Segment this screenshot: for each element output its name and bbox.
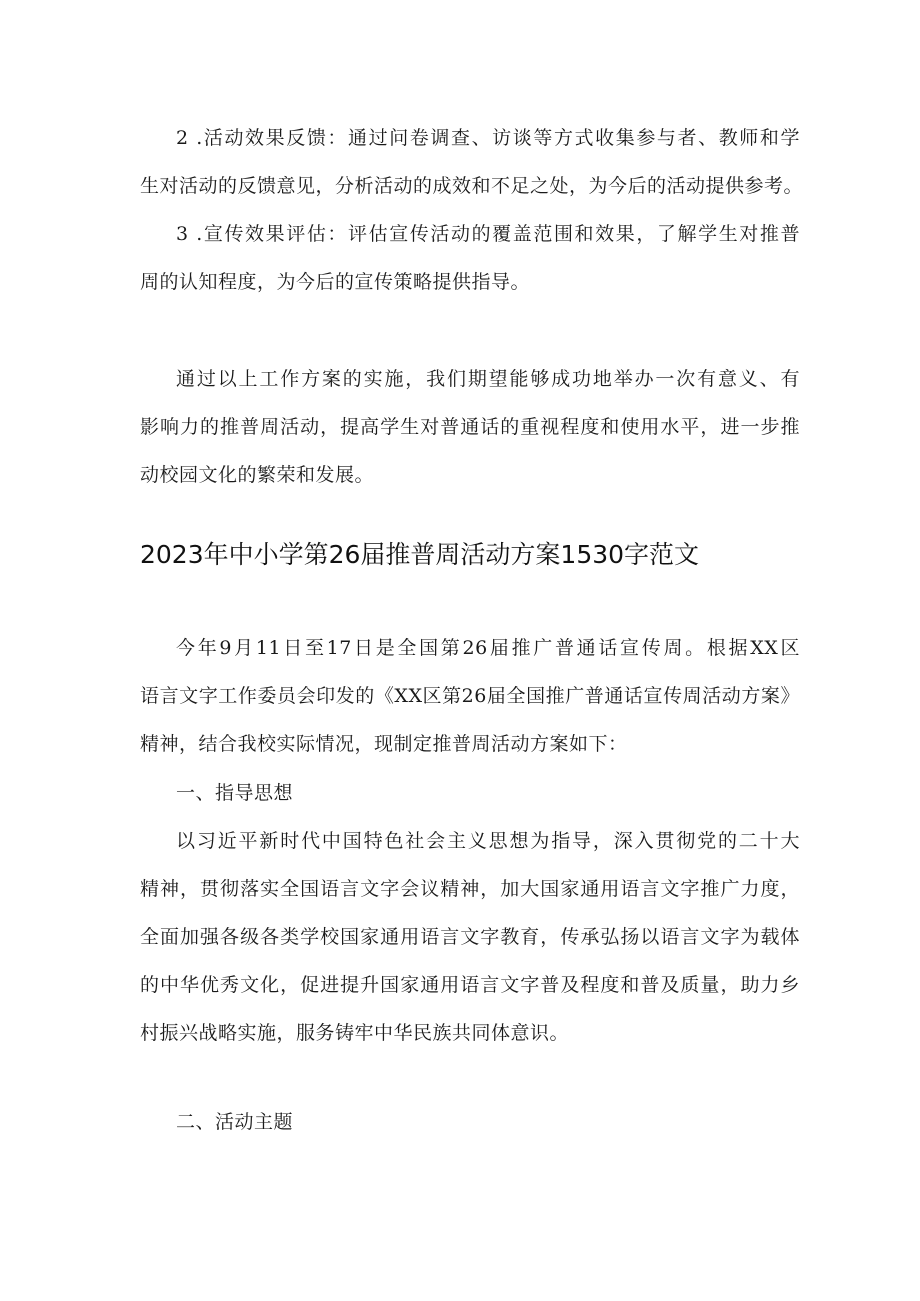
- intro-line-3: 精神，结合我校实际情况，现制定推普周活动方案如下：: [140, 733, 628, 755]
- conclusion-line-1: 通过以上工作方案的实施，我们期望能够成功地举办一次有意义、有: [176, 368, 800, 390]
- section-1-line-5: 村振兴战略实施，服务铸牢中华民族共同体意识。: [140, 1022, 570, 1044]
- conclusion-line-2: 影响力的推普周活动，提高学生对普通话的重视程度和使用水平，进一步推: [140, 416, 800, 438]
- eval-item-2-line-1: 2 .活动效果反馈：通过问卷调查、访谈等方式收集参与者、教师和学: [176, 127, 800, 149]
- document-title: 2023年中小学第26届推普周活动方案1530字范文: [140, 540, 700, 569]
- eval-item-2-line-2: 生对活动的反馈意见，分析活动的成效和不足之处，为今后的活动提供参考。: [140, 175, 804, 197]
- section-1-line-1: 以习近平新时代中国特色社会主义思想为指导，深入贯彻党的二十大: [176, 830, 800, 852]
- section-2-heading: 二、活动主题: [176, 1111, 294, 1133]
- intro-line-1: 今年9月11日至17日是全国第26届推广普通话宣传周。根据XX区: [176, 637, 800, 659]
- eval-item-3-line-1: 3 .宣传效果评估：评估宣传活动的覆盖范围和效果，了解学生对推普: [176, 223, 800, 245]
- section-1-line-2: 精神，贯彻落实全国语言文字会议精神，加大国家通用语言文字推广力度，: [140, 878, 800, 900]
- conclusion-line-3: 动校园文化的繁荣和发展。: [140, 464, 375, 486]
- intro-line-2: 语言文字工作委员会印发的《XX区第26届全国推广普通话宣传周活动方案》: [140, 685, 800, 707]
- section-1-heading: 一、指导思想: [176, 782, 294, 804]
- eval-item-3-line-2: 周的认知程度，为今后的宣传策略提供指导。: [140, 271, 531, 293]
- section-1-line-3: 全面加强各级各类学校国家通用语言文字教育，传承弘扬以语言文字为载体: [140, 926, 800, 948]
- section-1-line-4: 的中华优秀文化，促进提升国家通用语言文字普及程度和普及质量，助力乡: [140, 974, 800, 996]
